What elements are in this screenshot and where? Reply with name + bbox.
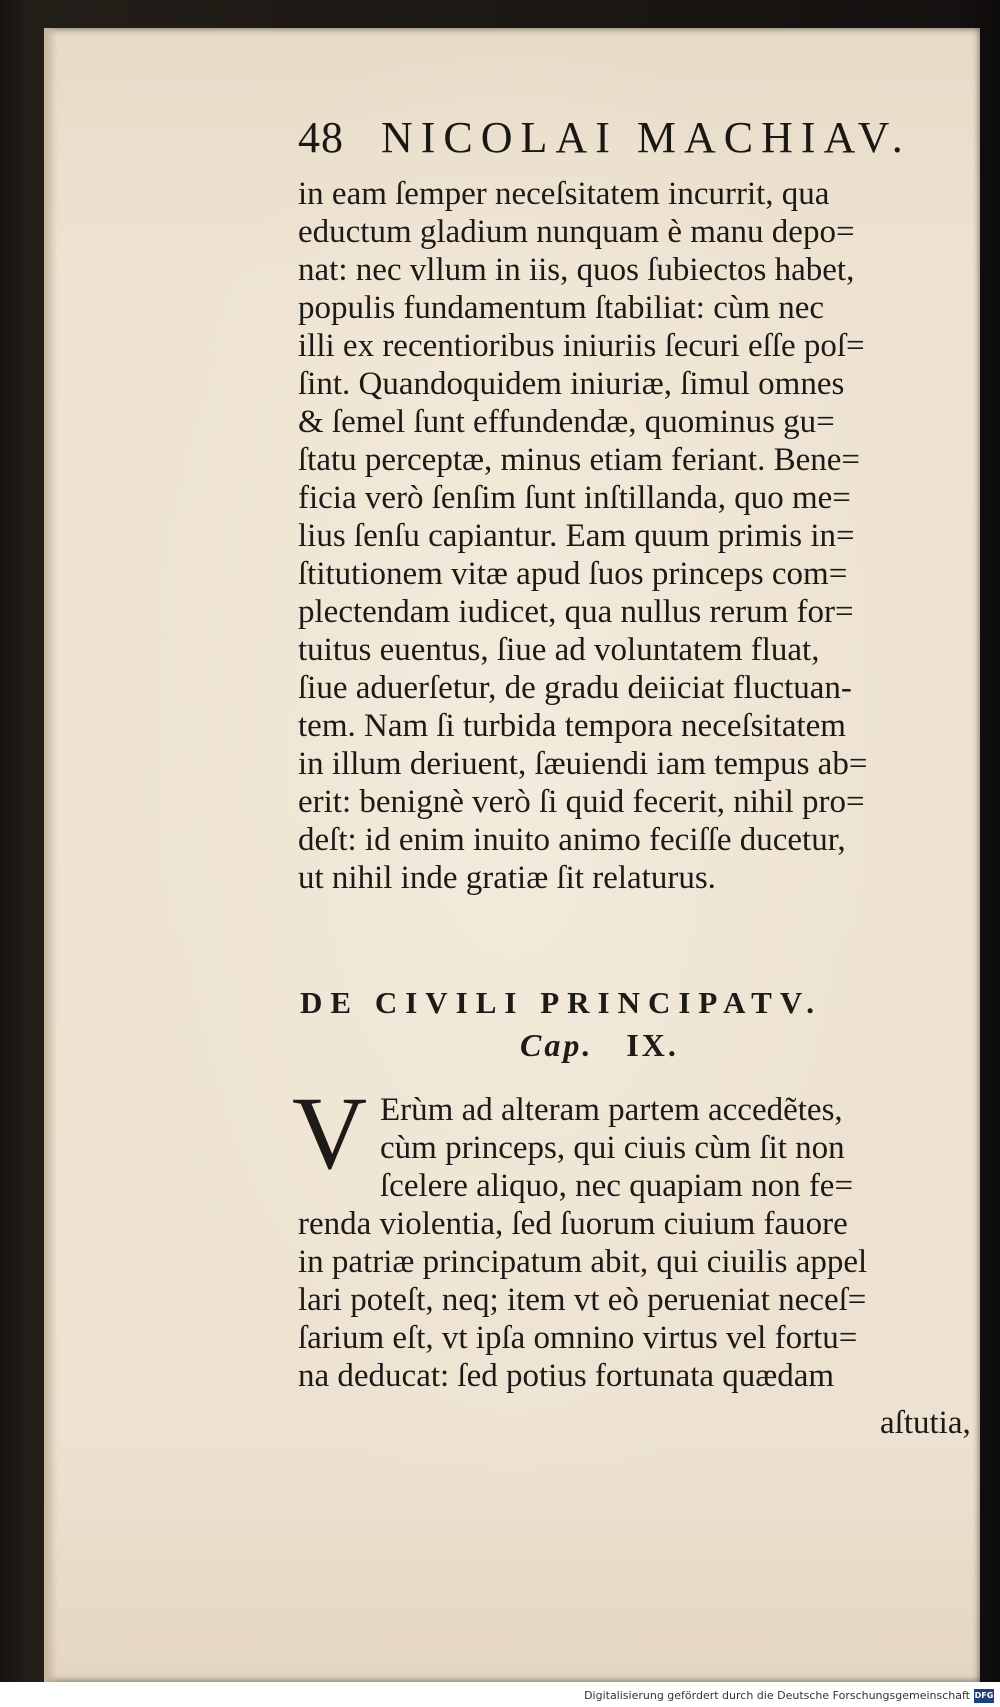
body-line: populis fundamentum ſtabiliat: cùm nec: [298, 290, 825, 326]
chapter-line: Erùm ad alteram partem accedẽtes,: [380, 1092, 843, 1128]
body-line: ſiue aduerſetur, de gradu deiiciat fluctuan-: [298, 670, 852, 706]
chapter-cap-label: Cap.: [520, 1027, 594, 1063]
body-line: nat: nec vllum in iis, quos ſubiectos habet,: [298, 252, 855, 288]
chapter-line: in patriæ principatum abit, qui ciuilis appel: [298, 1244, 868, 1280]
chapter-line: cùm princeps, qui ciuis cùm ſit non: [380, 1130, 845, 1166]
body-line: erit: benignè verò ſi quid fecerit, nihil pro=: [298, 784, 865, 820]
chapter-line: ſcelere aliquo, nec quapiam non fe=: [380, 1168, 854, 1204]
body-line: ſtatu perceptæ, minus etiam feriant. Bene=: [298, 442, 861, 478]
body-line: tem. Nam ſi turbida tempora neceſsitatem: [298, 708, 846, 744]
footer-credit: Digitalisierung gefördert durch die Deutsche Forschungsgemeinschaft: [584, 1689, 970, 1702]
chapter-cap-number: IX.: [626, 1027, 679, 1063]
chapter-line: ſarium eſt, vt ipſa omnino virtus vel fortu=: [298, 1320, 858, 1356]
drop-cap-initial: V: [292, 1076, 368, 1191]
body-line: deſt: id enim inuito animo feciſſe ducetur,: [298, 822, 846, 858]
body-line: lius ſenſu capiantur. Eam quum primis in=: [298, 518, 855, 554]
catchword: aſtutia,: [880, 1405, 971, 1441]
chapter-line: na deducat: ſed potius fortunata quædam: [298, 1358, 835, 1394]
body-line: ſtitutionem vitæ apud ſuos princeps com=: [298, 556, 848, 592]
digitization-footer: [0, 1682, 1000, 1707]
chapter-line: renda violentia, ſed ſuorum ciuium fauore: [298, 1206, 848, 1242]
chapter-title: DE CIVILI PRINCIPATV.: [300, 985, 822, 1020]
body-line: in illum deriuent, ſæuiendi iam tempus ab=: [298, 746, 868, 782]
page-number: 48: [298, 113, 344, 162]
chapter-number: [520, 1027, 679, 1064]
chapter-line: lari poteſt, neq; item vt eò perueniat neceſ=: [298, 1282, 867, 1318]
dfg-logo-icon: DFG: [974, 1689, 994, 1703]
body-line: eductum gladium nunquam è manu depo=: [298, 214, 855, 250]
body-line: ut nihil inde gratiæ ſit relaturus.: [298, 860, 716, 896]
running-head: [298, 112, 911, 162]
body-line: in eam ſemper neceſsitatem incurrit, qua: [298, 176, 830, 212]
body-line: tuitus euentus, ſiue ad voluntatem fluat,: [298, 632, 820, 668]
running-head-title: NICOLAI MACHIAV.: [381, 113, 911, 162]
body-line: & ſemel ſunt effundendæ, quominus gu=: [298, 404, 835, 440]
body-line: plectendam iudicet, qua nullus rerum for=: [298, 594, 854, 630]
body-line: ficia verò ſenſim ſunt inſtillanda, quo me=: [298, 480, 851, 516]
page-gutter-shadow: [44, 28, 58, 1682]
body-line: ſint. Quandoquidem iniuriæ, ſimul omnes: [298, 366, 845, 402]
body-line: illi ex recentioribus iniuriis ſecuri eſſe poſ=: [298, 328, 865, 364]
